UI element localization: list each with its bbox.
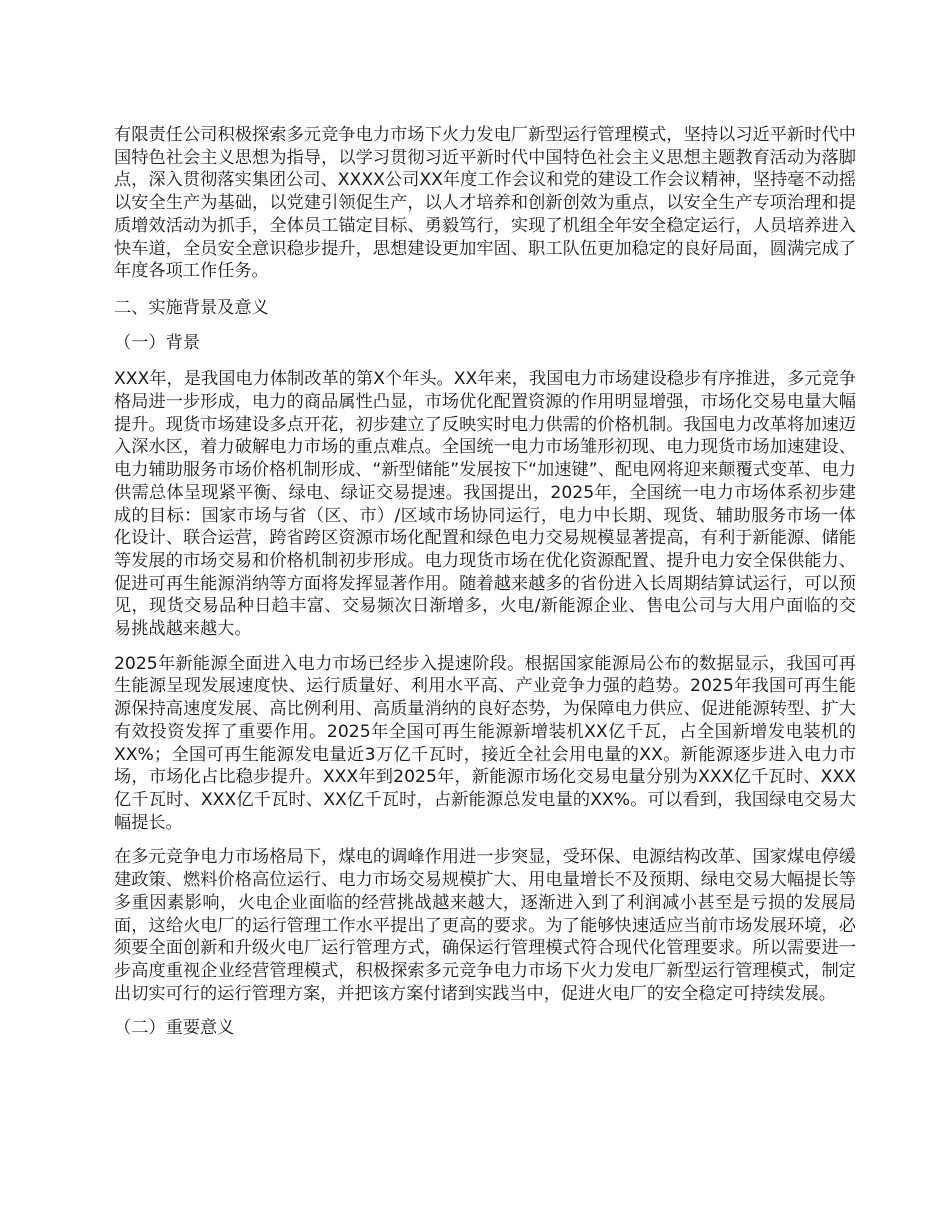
- document-page: [114, 124, 856, 1052]
- intro-paragraph: 有限责任公司积极探索多元竞争电力市场下火力发电厂新型运行管理模式，坚持以习近平新时代中国特色社会主义思想为指导，以学习贯彻习近平新时代中国特色社会主义思想主题教育活动为落脚点，深入贯彻落实集团公司、XXXX公司XX年度工作会议和党的建设工作会议精神，坚持毫不动摇以安全生产为基础，以党建引领促生产，以人才培养和创新创效为重点，以安全生产专项治理和提质增效活动为抓手，全体员工锚定目标、勇毅笃行，实现了机组全年安全稳定运行，人员培养进入快车道，全员安全意识稳步提升，思想建设更加牢固、职工队伍更加稳定的良好局面，圆满完成了年度各项工作任务。: [114, 125, 856, 282]
- background-paragraph-3: 在多元竞争电力市场格局下，煤电的调峰作用进一步突显，受环保、电源结构改革、国家煤电停缓建政策、燃料价格高位运行、电力市场交易规模扩大、用电量增长不及预期、绿电交易大幅提长等多重因素影响，火电企业面临的经营挑战越来越大，逐渐进入到了利润减小甚至是亏损的发展局面，这给火电厂的运行管理工作水平提出了更高的要求。为了能够快速适应当前市场发展环境，必须要全面创新和升级火电厂运行管理方式，确保运行管理模式符合现代化管理要求。所以需要进一步高度重视企业经营管理模式，积极探索多元竞争电力市场下火力发电厂新型运行管理模式，制定出切实可行的运行管理方案，并把该方案付诸到实践当中，促进火电厂的安全稳定可持续发展。: [114, 847, 856, 1004]
- subsection-heading-background: （一）背景: [114, 332, 200, 353]
- subsection-heading-significance: （二）重要意义: [114, 1018, 235, 1039]
- section-heading: 二、实施背景及意义: [114, 297, 269, 318]
- background-paragraph-2: 2025年新能源全面进入电力市场已经步入提速阶段。根据国家能源局公布的数据显示，我国可再生能源呈现发展速度快、运行质量好、利用水平高、产业竞争力强的趋势。2025年我国可再生能源保持高速度发展、高比例利用、高质量消纳的良好态势，为保障电力供应、促进能源转型、扩大有效投资发挥了重要作用。2025年全国可再生能源新增装机XX亿千瓦，占全国新增发电装机的XX%；全国可再生能源发电量近3万亿千瓦时，接近全社会用电量的XX。新能源逐步进入电力市场，市场化占比稳步提升。XXX年到2025年，新能源市场化交易电量分别为XXX亿千瓦时、XXX亿千瓦时、XXX亿千瓦时、XX亿千瓦时，占新能源总发电量的XX%。可以看到，我国绿电交易大幅提长。: [114, 653, 856, 833]
- background-paragraph-1: XXX年，是我国电力体制改革的第X个年头。XX年来，我国电力市场建设稳步有序推进，多元竞争格局进一步形成，电力的商品属性凸显，市场优化配置资源的作用明显增强，市场化交易电量大幅提升。现货市场建设多点开花，初步建立了反映实时电力供需的价格机制。我国电力改革将加速迈入深水区，着力破解电力市场的重点难点。全国统一电力市场雏形初现、电力现货市场加速建设、电力辅助服务市场价格机制形成、“新型储能”发展按下“加速键”、配电网将迎来颠覆式变革、电力供需总体呈现紧平衡、绿电、绿证交易提速。我国提出，2025年，全国统一电力市场体系初步建成的目标：国家市场与省（区、市）/区域市场协同运行，电力中长期、现货、辅助服务市场一体化设计、联合运营，跨省跨区资源市场化配置和绿色电力交易规模显著提高，有利于新能源、储能等发展的市场交易和价格机制初步形成。电力现货市场在优化资源配置、提升电力安全保供能力、促进可再生能源消纳等方面将发挥显著作用。随着越来越多的省份进入长周期结算试运行，可以预见，现货交易品种日趋丰富、交易频次日渐增多，火电/新能源企业、售电公司与大用户面临的交易挑战越来越大。: [114, 369, 856, 640]
